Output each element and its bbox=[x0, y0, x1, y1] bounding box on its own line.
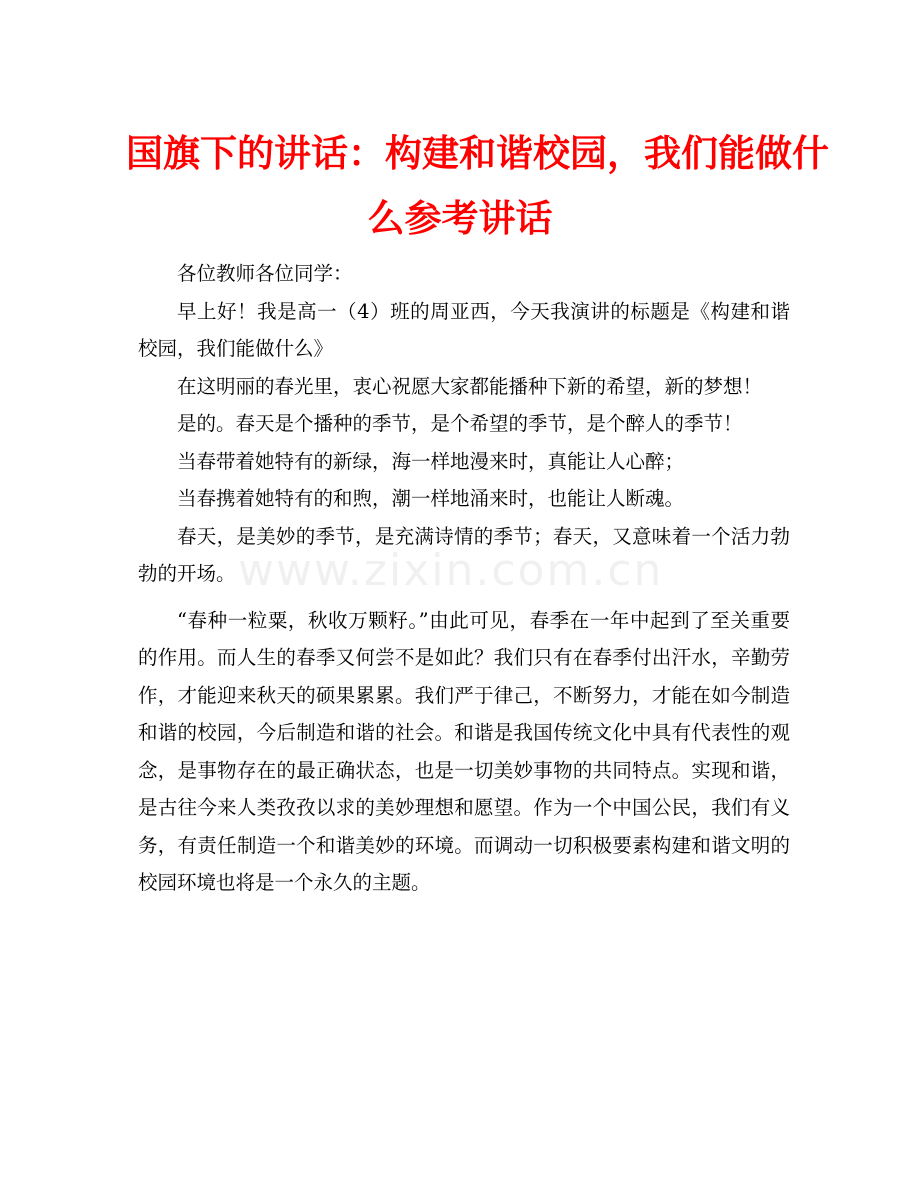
body-paragraph: 早上好！我是高一（4）班的周亚西，今天我演讲的标题是《构建和谐校园，我们能做什么》 bbox=[138, 299, 790, 360]
document-body bbox=[138, 255, 790, 902]
document-title-line-2: 么参考讲话 bbox=[367, 197, 553, 240]
document-title-line-1: 国旗下的讲话：构建和谐校园，我们能做什 bbox=[126, 132, 829, 175]
body-paragraph: 当春带着她特有的新绿，海一样地漫来时，真能让人心醉； bbox=[177, 449, 685, 473]
body-paragraph: 当春携着她特有的和煦，潮一样地涌来时，也能让人断魂。 bbox=[177, 487, 685, 510]
body-paragraph: 在这明丽的春光里，衷心祝愿大家都能播种下新的希望，新的梦想！ bbox=[177, 374, 763, 398]
greeting-paragraph: 各位教师各位同学： bbox=[177, 262, 353, 285]
body-paragraph: 是的。春天是个播种的季节，是个希望的季节，是个醉人的季节！ bbox=[177, 412, 743, 435]
watermark: www.zixin.com.cn bbox=[238, 545, 664, 596]
body-paragraph: 春天，是美妙的季节，是充满诗情的季节；春天，又意味着一个活力勃勃的开场。 bbox=[138, 524, 790, 585]
body-paragraph: “春种一粒粟，秋收万颗籽。”由此可见，春季在一年中起到了至关重要的作用。而人生的春季又何尝不是如此？我们只有在春季付出汗水，辛勤劳作，才能迎来秋天的硕果累累。我们严于律己，不断努力，才能在如今制造和谐的校园，今后制造和谐的社会。和谐是我国传统文化中具有代表性的观念，是事物存在的最正确状态，也是一切美妙事物的共同特点。实现和谐，是古往今来人类孜孜以求的美妙理想和愿望。作为一个中国公民，我们有义务，有责任制造一个和谐美妙的环境。而调动一切积极要素构建和谐文明的校园环境也将是一个永久的主题。 bbox=[138, 608, 790, 894]
